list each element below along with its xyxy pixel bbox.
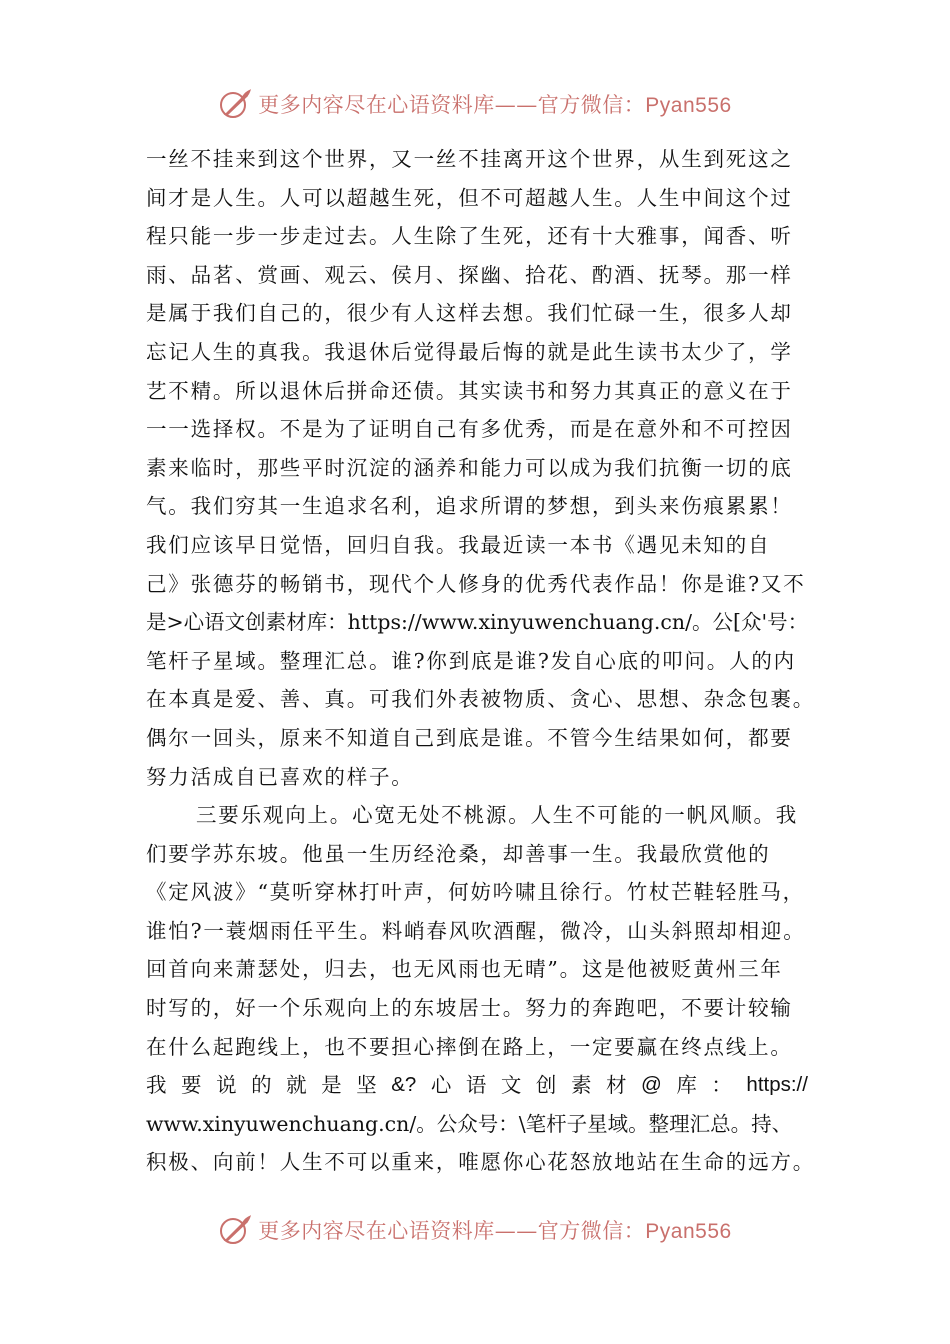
spread-char: 是 xyxy=(321,1073,342,1098)
text-line: 间才是人生。人可以超越生死，但不可超越人生。人生中间这个过 xyxy=(146,185,793,210)
text-line: 素来临时，那些平时沉淀的涵养和能力可以成为我们抗衡一切的底 xyxy=(146,455,793,480)
text-line: 是属于我们自己的，很少有人这样去想。我们忙碌一生，很多人却 xyxy=(146,301,793,326)
spread-char: 说 xyxy=(216,1073,237,1098)
text-line: 在什么起跑线上，也不要担心摔倒在路上，一定要赢在终点线上。 xyxy=(146,1034,793,1059)
spread-char: ： xyxy=(711,1073,732,1098)
spread-char: 创 xyxy=(535,1073,557,1098)
text-line: 艺不精。所以退休后拼命还债。其实读书和努力其真正的意义在于 xyxy=(146,378,793,403)
quill-pen-logo-icon xyxy=(218,87,252,121)
text-line: 笔杆子星域。整理汇总。谁?你到底是谁?发自心底的叩问。人的内 xyxy=(146,648,796,673)
spread-char: 心 xyxy=(430,1073,452,1098)
text-line: 我们应该早日觉悟，回归自我。我最近读一本书《遇见未知的自 xyxy=(146,532,771,557)
text-line: 雨、品茗、赏画、观云、侯月、探幽、拾花、酌酒、抚琴。那一样 xyxy=(146,262,793,287)
spread-char: 库 xyxy=(676,1073,697,1098)
spread-char: 要 xyxy=(181,1073,202,1098)
text-line: 们要学苏东坡。他虽一生历经沧桑，却善事一生。我最欣赏他的 xyxy=(146,841,771,866)
text-line: www.xinyuwenchuang.cn/。公众号：\笔杆子星域。整理汇总。持、 xyxy=(146,1111,793,1136)
text-line: 三要乐观向上。心宽无处不桃源。人生不可能的一帆风顺。我 xyxy=(196,803,799,828)
spread-char: https:// xyxy=(746,1073,808,1097)
text-line: 气。我们穷其一生追求名利，追求所谓的梦想，到头来伤痕累累！ xyxy=(146,494,793,519)
spread-char: 就 xyxy=(286,1073,307,1098)
spread-char: 材 xyxy=(605,1073,627,1098)
paragraph-2-tail xyxy=(146,1105,815,1182)
spread-char: 文 xyxy=(500,1073,522,1098)
text-line: 谁怕?一蓑烟雨任平生。料峭春风吹酒醒，微冷，山头斜照却相迎。 xyxy=(146,918,806,943)
spread-char: 素 xyxy=(570,1073,592,1098)
text-line: 一丝不挂来到这个世界，又一丝不挂离开这个世界，从生到死这之 xyxy=(146,147,793,171)
spread-char: 的 xyxy=(251,1073,272,1098)
spread-char: @ xyxy=(641,1073,662,1097)
text-line: 忘记人生的真我。我退休后觉得最后悔的就是此生读书太少了，学 xyxy=(146,339,793,364)
text-line: 己》张德芬的畅销书，现代个人修身的优秀代表作品！你是谁?又不 xyxy=(146,571,806,596)
text-line: 《定风波》“莫听穿林打叶声，何妨吟啸且徐行。竹杖芒鞋轻胜马， xyxy=(146,880,805,905)
banner-text: 更多内容尽在心语资料库——官方微信：Pyan556 xyxy=(258,93,732,117)
spread-char: &? xyxy=(391,1073,417,1097)
document-body xyxy=(146,140,815,1182)
justified-line xyxy=(146,1066,808,1105)
spread-char: 语 xyxy=(465,1073,487,1098)
text-line: 努力活成自已喜欢的样子。 xyxy=(146,764,414,789)
text-line: 回首向来萧瑟处，归去，也无风雨也无晴”。这是他被贬黄州三年 xyxy=(146,957,783,982)
paragraph-1 xyxy=(146,140,815,796)
text-line: 偶尔一回头，原来不知道自己到底是谁。不管今生结果如何，都要 xyxy=(146,725,793,750)
text-line: 时写的，好一个乐观向上的东坡居士。努力的奔跑吧，不要计较输 xyxy=(146,996,793,1021)
text-line: 程只能一步一步走过去。人生除了生死，还有十大雅事，闻香、听 xyxy=(146,224,793,249)
spread-char: 坚 xyxy=(356,1073,377,1098)
text-line: 一一选择权。不是为了证明自己有多优秀，而是在意外和不可控因 xyxy=(146,417,793,442)
text-line: 积极、向前！人生不可以重来，唯愿你心花怒放地站在生命的远方。 xyxy=(146,1150,815,1175)
banner-text: 更多内容尽在心语资料库——官方微信：Pyan556 xyxy=(258,1219,732,1243)
text-line: 在本真是爱、善、真。可我们外表被物质、贪心、思想、杂念包裹。 xyxy=(146,687,815,712)
text-line: 是>心语文创素材库：https://www.xinyuwenchuang.cn/。公[众'号： xyxy=(146,610,809,635)
quill-pen-logo-icon xyxy=(218,1213,252,1247)
paragraph-2 xyxy=(146,796,808,1066)
spread-char: 我 xyxy=(146,1073,167,1098)
header-banner xyxy=(0,84,950,124)
footer-banner xyxy=(0,1210,950,1250)
